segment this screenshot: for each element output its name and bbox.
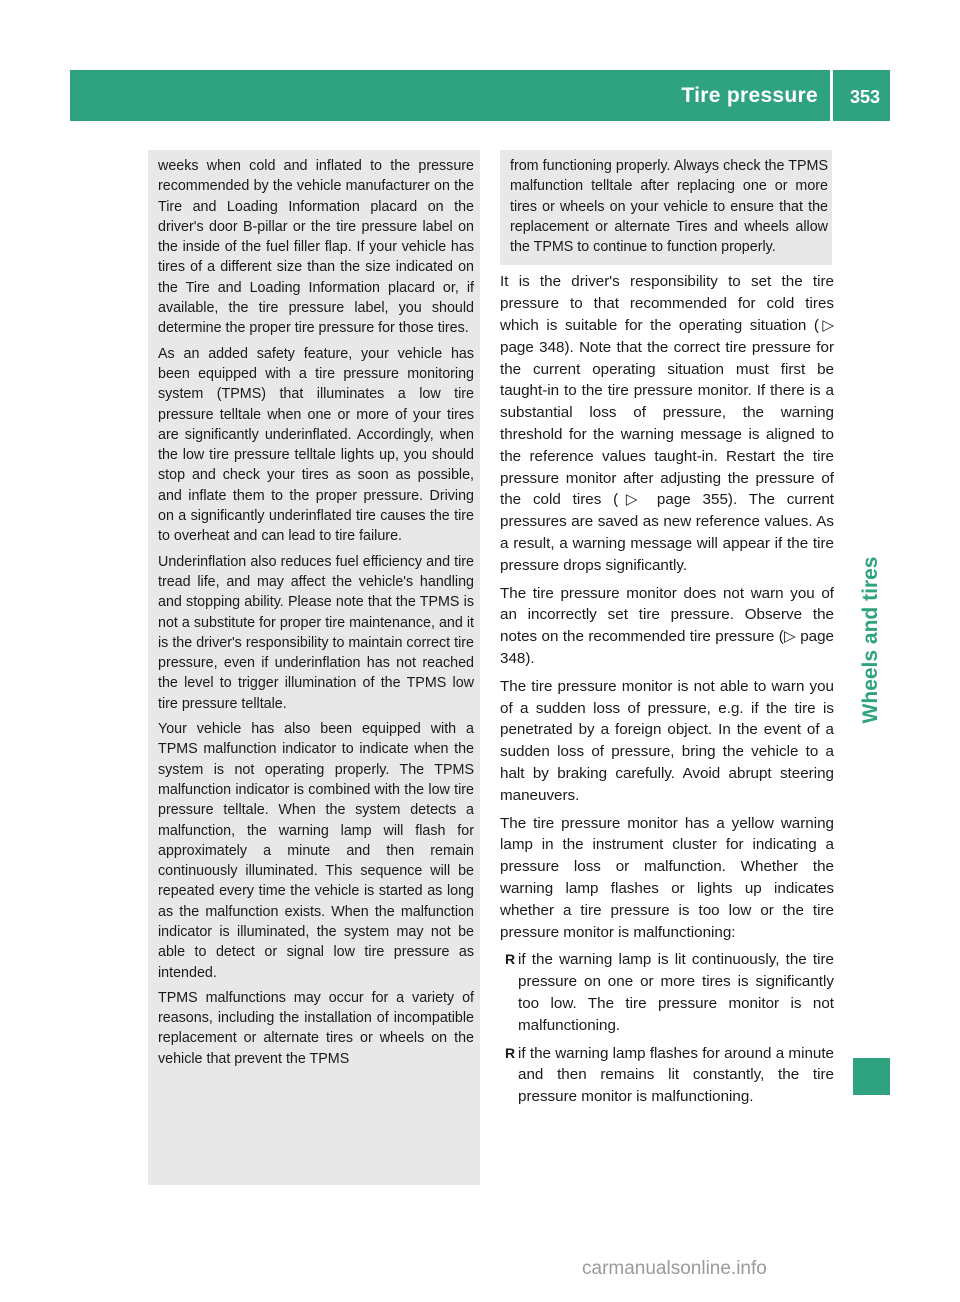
page-header: [70, 70, 890, 121]
bullet-list: [500, 949, 834, 1108]
right-column: [500, 150, 834, 1114]
right-column-body: [500, 271, 834, 943]
right-column-shaded-box: [500, 150, 832, 265]
chapter-tab-marker: [853, 1058, 890, 1095]
body-paragraph: The tire pressure monitor does not warn you of an incorrectly set tire pressure. Observe the notes on the recommended tire pressure (▷ page 348).: [500, 584, 834, 668]
section-title: Tire pressure: [681, 84, 818, 107]
header-divider: [830, 70, 833, 121]
left-paragraph: TPMS malfunctions may occur for a variety of reasons, including the installation of incompatible replacement or alternate tires or wheels on the vehicle that prevent the TPMS: [158, 989, 474, 1067]
watermark: carmanualsonline.info: [582, 1258, 767, 1279]
left-paragraph: As an added safety feature, your vehicle has been equipped with a tire pressure monitoring system (TPMS) that illuminates a low tire pressure telltale when one or more of your tires are significantly underinflated. Accordingly, when the low tire pressure telltale lights up, you should stop and check your tires as soon as possible, and inflate them to the proper pressure. Driving on a significantly underinflated tire causes the tire to overheat and can lead to tire failure.: [158, 345, 474, 545]
list-item: [500, 949, 834, 1036]
body-paragraph: The tire pressure monitor has a yellow warning lamp in the instrument cluster for indicating a pressure loss or malfunction. Whether the warning lamp flashes or lights up indicates whether a tire pressure is too low or the tire pressure monitor is malfunctioning:: [500, 814, 834, 941]
left-column-shaded-box: [148, 150, 480, 1185]
body-paragraph: The tire pressure monitor is not able to warn you of a sudden loss of pressure, e.g. if the tire is penetrated by a foreign object. In the event of a sudden loss of pressure, bring the vehicle to a halt by braking carefully. Avoid abrupt steering maneuvers.: [500, 677, 834, 804]
list-item: [500, 1043, 834, 1108]
left-paragraph: Underinflation also reduces fuel efficiency and tire tread life, and may affect the vehicle's handling and stopping ability. Please note that the TPMS is not a substitute for proper tire maintenance, and it is the driver's responsibility to maintain correct tire pressure, even if underinflation has not reached the level to trigger illumination of the TPMS low tire pressure telltale.: [158, 553, 474, 712]
bullet-text: if the warning lamp is lit continuously, the tire pressure on one or more tires is significantly too low. The tire pressure monitor is not malfunctioning.: [518, 951, 834, 1034]
page-number: 353: [849, 87, 880, 107]
chapter-tab-label: Wheels and tires: [859, 556, 882, 724]
left-paragraph: Your vehicle has also been equipped with a TPMS malfunction indicator to indicate when the system is not operating properly. The TPMS malfunction indicator is combined with the low tire pressure telltale. When the system detects a malfunction, the warning lamp will flash for approximately a minute and then remain continuously illuminated. This sequence will be repeated every time the vehicle is started as long as the malfunction exists. When the malfunction indicator is illuminated, the system may not be able to detect or signal low tire pressure as intended.: [158, 721, 474, 981]
shaded-paragraph: from functioning properly. Always check the TPMS malfunction telltale after replacing one or more tires or wheels on your vehicle to ensure that the replacement or alternate Tires and wheels allow the TPMS to continue to function properly.: [510, 158, 828, 256]
bullet-marker: R: [505, 951, 516, 968]
bullet-text: if the warning lamp flashes for around a minute and then remains lit constantly, the tire pressure monitor is malfunctioning.: [518, 1044, 834, 1106]
bullet-marker: R: [505, 1044, 516, 1061]
body-paragraph: It is the driver's responsibility to set the tire pressure to that recommended for cold tires which is suitable for the operating situation (▷ page 348). Note that the correct tire pressure for the current operating situation must first be taught-in to the tire pressure monitor. If there is a substantial loss of pressure, the warning threshold for the warning message is aligned to the reference values taught-in. Restart the tire pressure monitor after adjusting the pressure of the cold tires (▷ page 355). The current pressures are saved as new reference values. As a result, a warning message will appear if the tire pressure drops significantly.: [500, 273, 834, 574]
left-paragraph: weeks when cold and inflated to the pressure recommended by the vehicle manufacturer on the Tire and Loading Information placard on the driver's door B-pillar or the tire pressure label on the inside of the fuel filler flap. If your vehicle has tires of a different size than the size indicated on the Tire and Loading Information placard or, if available, the tire pressure label, you should determine the proper tire pressure for those tires.: [158, 158, 474, 337]
